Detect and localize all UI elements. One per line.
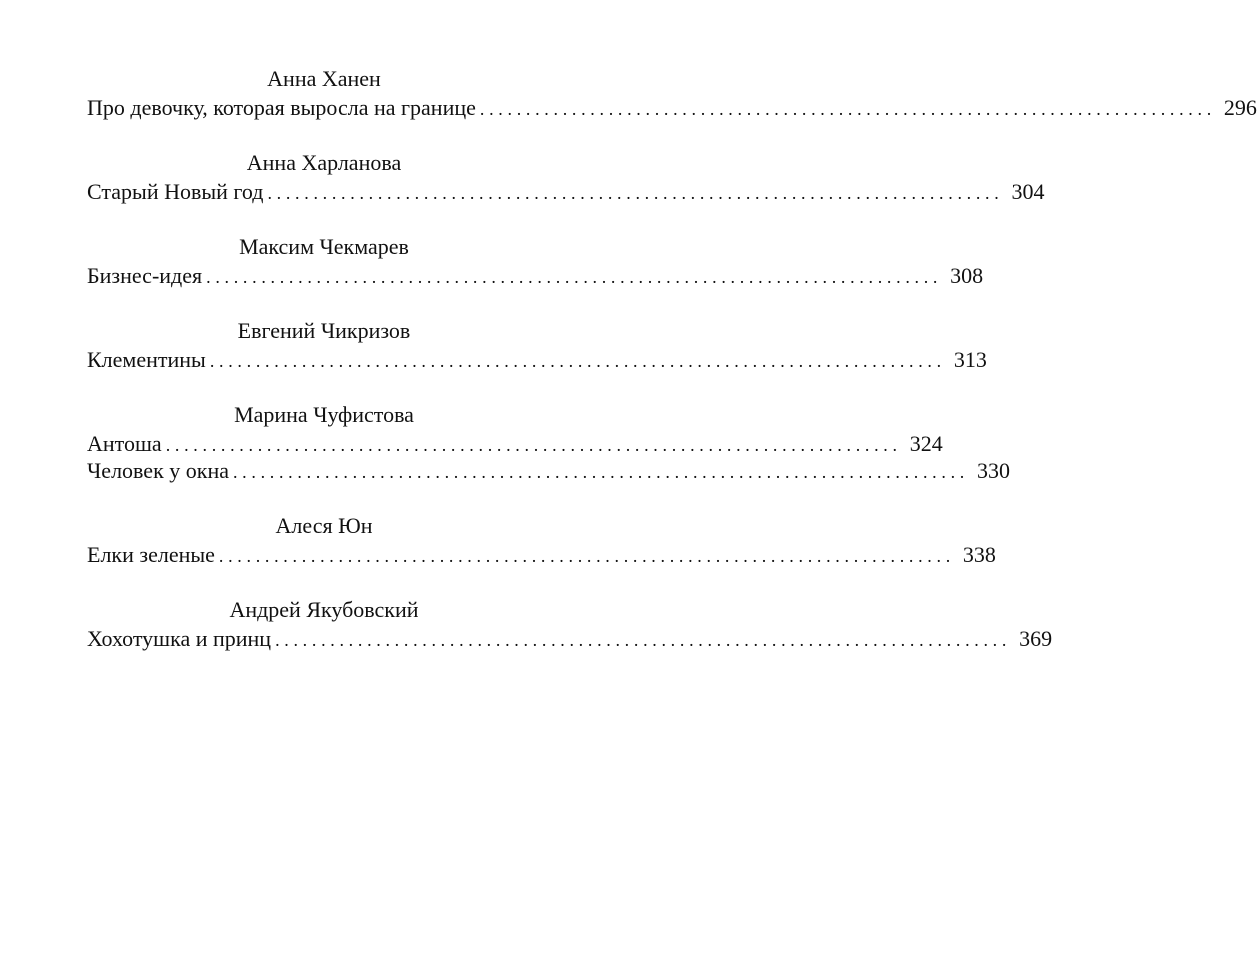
- toc-section: [87, 64, 1257, 121]
- author-name: Евгений Чикризов: [237, 318, 411, 343]
- page-number: 330: [976, 458, 1010, 483]
- toc-section: [87, 232, 984, 289]
- toc-section: [87, 316, 987, 373]
- toc-entry: [87, 262, 984, 289]
- author-name: Алеся Юн: [275, 513, 373, 538]
- author-name: Максим Чекмарев: [239, 234, 409, 259]
- dot-leader: ................................................................................: [232, 462, 969, 482]
- entry-title: Хохотушка и принц: [87, 626, 272, 651]
- page-number: 338: [962, 542, 996, 567]
- author-name: Марина Чуфистова: [234, 402, 414, 427]
- page-number: 324: [909, 431, 943, 456]
- dot-leader: ................................................................................: [218, 546, 955, 566]
- dot-leader: ................................................................................: [479, 99, 1216, 119]
- dot-leader: ................................................................................: [267, 183, 1004, 203]
- page-number: 308: [950, 263, 984, 288]
- toc-section: [87, 400, 1010, 484]
- toc-entry: [87, 346, 987, 373]
- toc-entry: [87, 625, 1053, 652]
- toc-entry: [87, 457, 1010, 484]
- entry-title: Антоша: [87, 431, 162, 456]
- toc-section: [87, 511, 996, 568]
- entry-title: Старый Новый год: [87, 179, 264, 204]
- entry-title: Елки зеленые: [87, 542, 215, 567]
- page-number: 296: [1223, 95, 1257, 120]
- dot-leader: ................................................................................: [206, 267, 943, 287]
- table-of-contents: [87, 64, 1257, 679]
- dot-leader: ................................................................................: [275, 630, 1012, 650]
- page-number: 304: [1011, 179, 1045, 204]
- page-number: 369: [1019, 626, 1053, 651]
- author-name: Анна Ханен: [267, 66, 381, 91]
- toc-section: [87, 595, 1053, 652]
- entry-title: Бизнес-идея: [87, 263, 203, 288]
- page-number: 313: [953, 347, 987, 372]
- entry-title: Про девочку, которая выросла на границе: [87, 95, 476, 120]
- dot-leader: ................................................................................: [209, 351, 946, 371]
- entry-title: Клементины: [87, 347, 206, 372]
- entry-title: Человек у окна: [87, 458, 229, 483]
- toc-section: [87, 148, 1045, 205]
- author-name: Анна Харланова: [246, 150, 402, 175]
- author-name: Андрей Якубовский: [229, 597, 419, 622]
- toc-entry: [87, 178, 1045, 205]
- dot-leader: ................................................................................: [165, 435, 902, 455]
- toc-entry: [87, 541, 996, 568]
- toc-entry: [87, 94, 1257, 121]
- toc-entry: [87, 430, 943, 457]
